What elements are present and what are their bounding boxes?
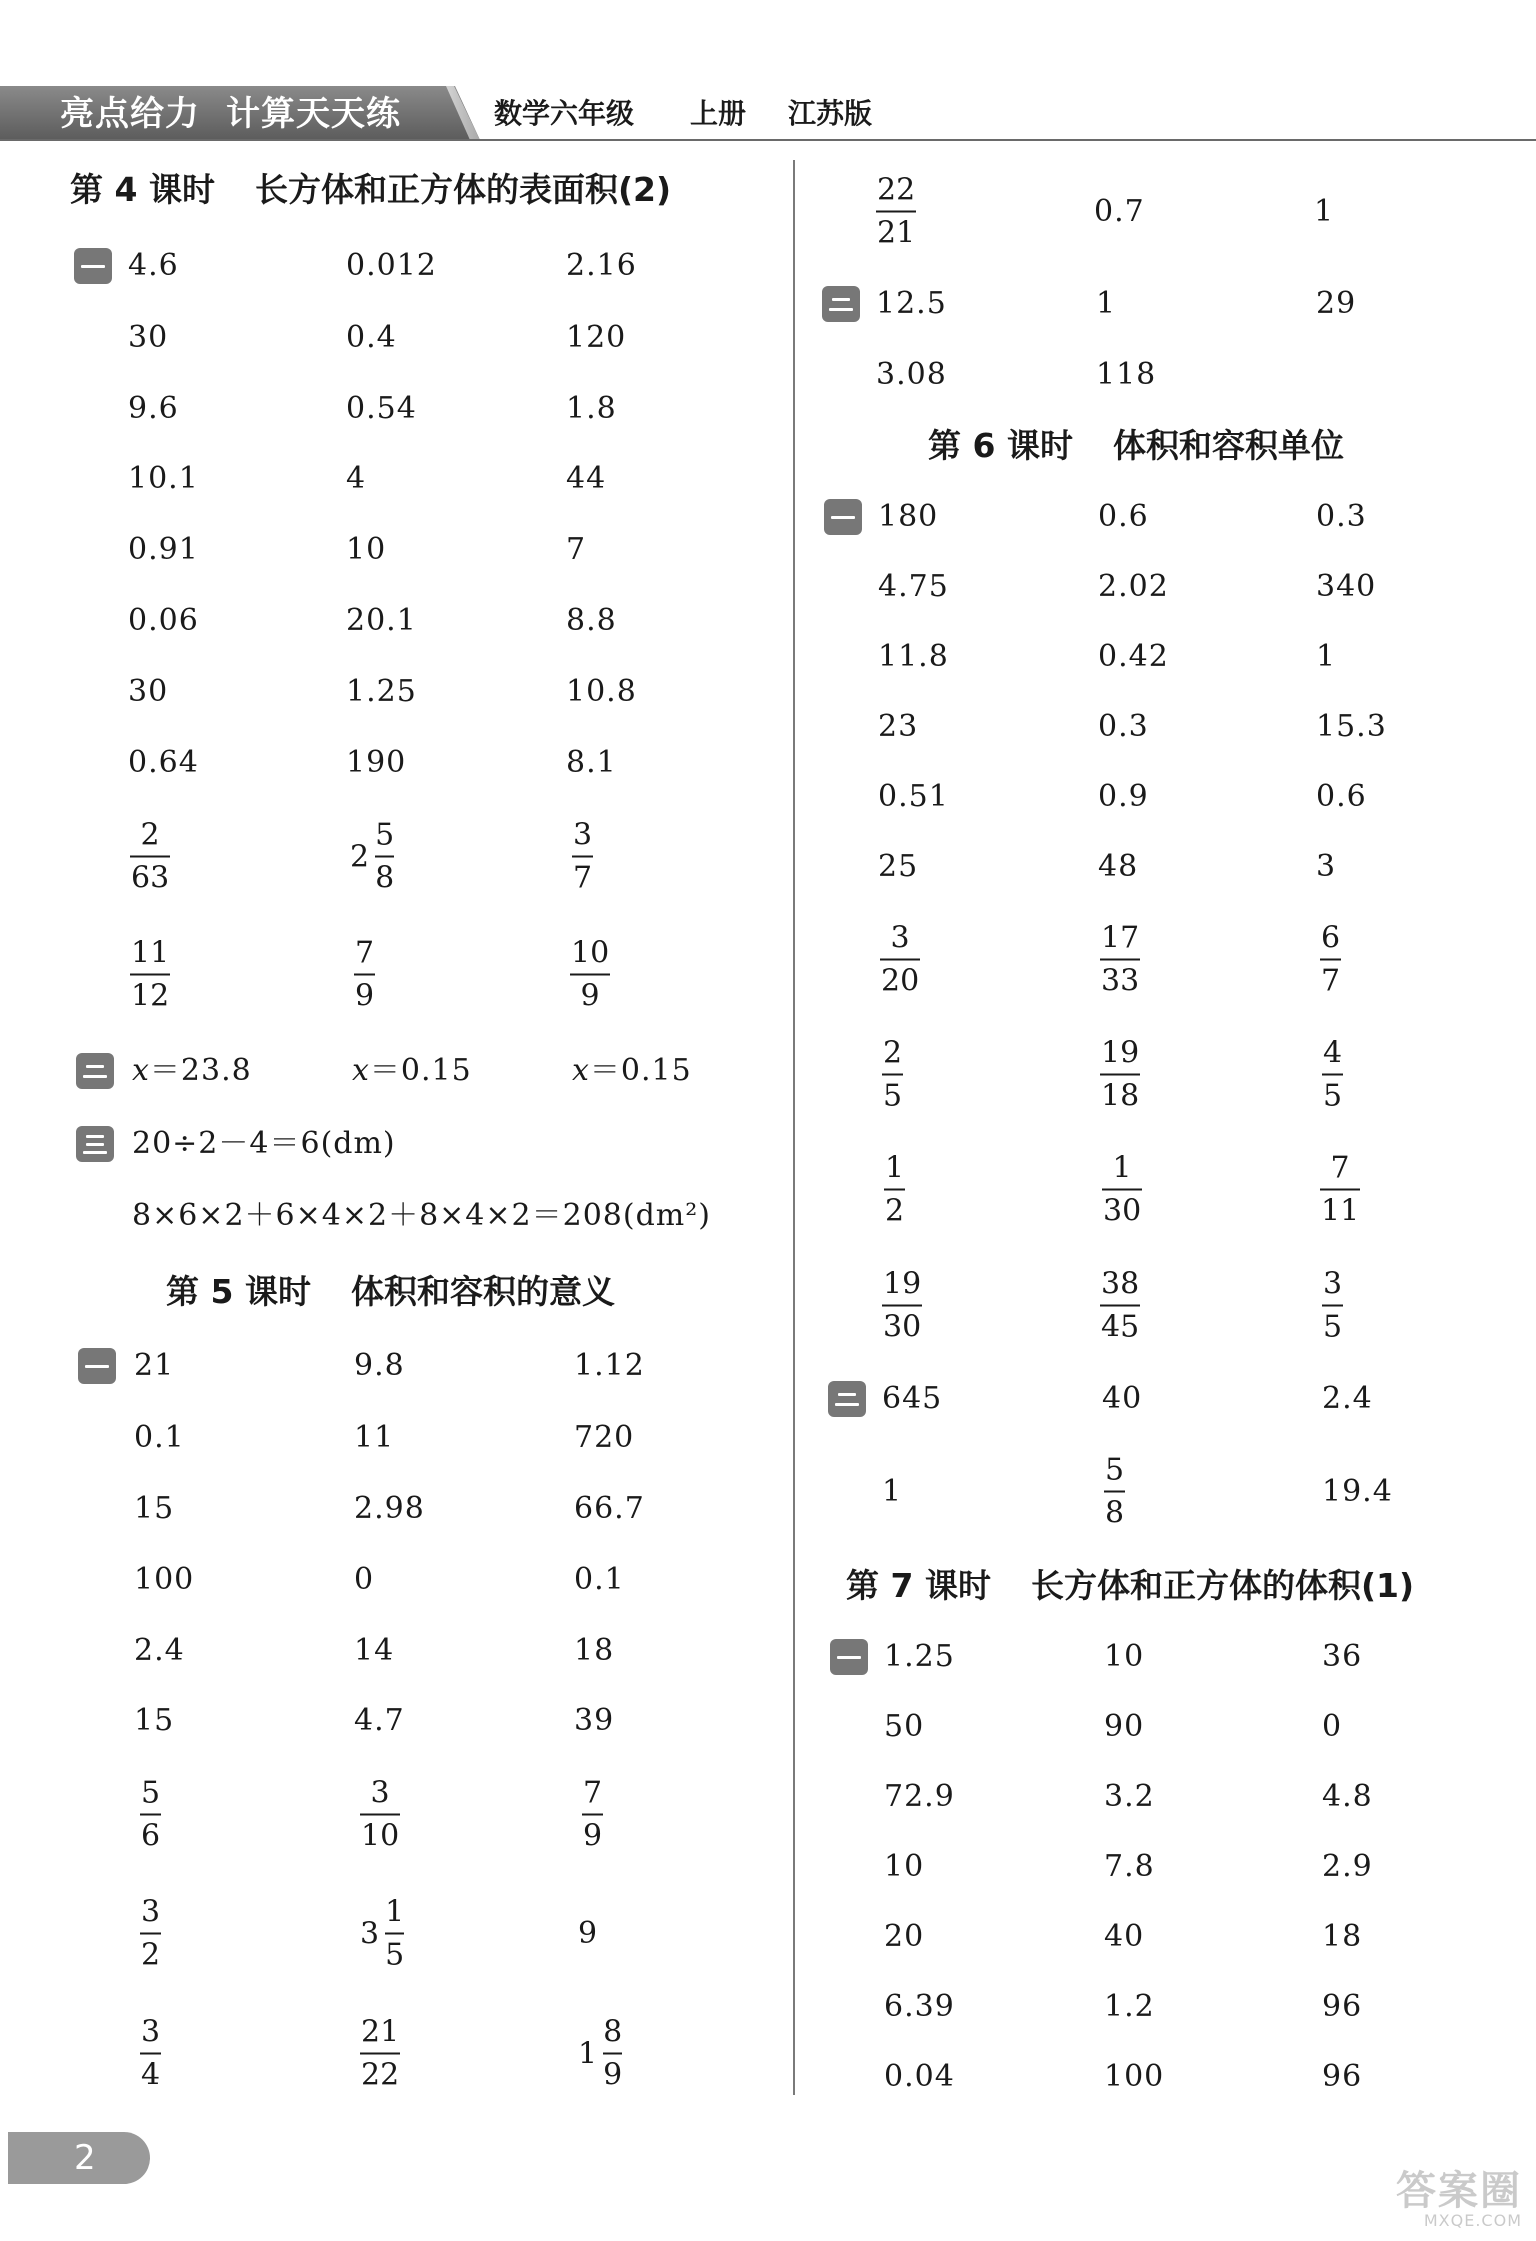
answer: 96 — [1322, 2059, 1363, 2094]
numerator: 5 — [141, 1775, 161, 1811]
answer: 180 — [878, 499, 939, 534]
mixed-number-answer — [350, 817, 395, 896]
answer: 3.08 — [876, 357, 947, 392]
part-three-badge-icon — [76, 1126, 114, 1162]
answer: 11.8 — [878, 639, 949, 674]
variable: x — [132, 1053, 150, 1088]
answer: 8.1 — [566, 745, 617, 780]
answer: 72.9 — [884, 1779, 955, 1814]
numerator: 7 — [583, 1775, 603, 1811]
equation-answer: x＝0.15 — [352, 1053, 472, 1088]
answer: 19.4 — [1322, 1474, 1393, 1509]
answer: 1.12 — [574, 1348, 645, 1383]
answer: 0.1 — [134, 1420, 185, 1455]
mixed-number-answer — [360, 1894, 405, 1973]
answer: 4 — [346, 461, 367, 496]
answer: 10.1 — [128, 461, 199, 496]
denominator: 9 — [603, 2057, 623, 2093]
fraction-answer — [360, 1775, 400, 1854]
answer: 9 — [578, 1916, 599, 1951]
answer: 0.51 — [878, 779, 949, 814]
whole-part: 2 — [350, 839, 370, 875]
lesson7-name: 长方体和正方体的体积(1) — [1030, 1566, 1415, 1605]
answer: 2.98 — [354, 1491, 425, 1526]
answer: 6.39 — [884, 1989, 955, 2024]
answer: 1.25 — [884, 1639, 955, 1674]
part-one-badge-icon — [830, 1639, 868, 1675]
header-volume: 上册 — [690, 97, 747, 130]
answer: 0.9 — [1098, 779, 1149, 814]
answer: 2.02 — [1098, 569, 1169, 604]
answer: 0.7 — [1094, 194, 1145, 229]
answer: 645 — [882, 1381, 943, 1416]
fraction-answer — [1322, 1035, 1343, 1114]
denominator: 5 — [1323, 1078, 1343, 1114]
fraction-answer — [884, 1150, 905, 1229]
book-brand — [60, 92, 401, 136]
answer: 15 — [134, 1491, 175, 1526]
answer: 0.012 — [346, 248, 437, 283]
fraction-answer — [1320, 1150, 1360, 1229]
part-one-badge-icon — [78, 1348, 116, 1384]
fraction-answer — [1104, 1452, 1125, 1531]
answer: 0.54 — [346, 391, 417, 426]
part-one-badge-icon — [824, 499, 862, 535]
answer: 12.5 — [876, 286, 947, 321]
denominator: 33 — [1101, 963, 1140, 999]
answer: 1 — [1314, 194, 1335, 229]
fraction-answer — [1100, 1266, 1140, 1345]
answer: 2.4 — [134, 1633, 185, 1668]
answer: 90 — [1104, 1709, 1145, 1744]
answer: 20.1 — [346, 603, 417, 638]
fraction-answer — [570, 935, 610, 1014]
answer: 18 — [574, 1633, 615, 1668]
header-subject: 数学六年级 — [494, 97, 635, 130]
numerator: 6 — [1321, 920, 1341, 956]
numerator: 17 — [1101, 920, 1140, 956]
answer: 720 — [574, 1420, 635, 1455]
answer: 44 — [566, 461, 607, 496]
solution-step: 8×6×2＋6×4×2＋8×4×2＝208(dm²) — [132, 1198, 711, 1233]
denominator: 7 — [573, 860, 593, 896]
fraction-answer — [1322, 1266, 1343, 1345]
lesson6-number: 第 6 课时 — [928, 426, 1073, 465]
answer: 21 — [134, 1348, 175, 1383]
answer: 0.3 — [1098, 709, 1149, 744]
brand-part1: 亮点给力 — [60, 94, 200, 134]
answer: 66.7 — [574, 1491, 645, 1526]
whole-part: 1 — [578, 2036, 598, 2072]
denominator: 20 — [881, 963, 920, 999]
answer: 0 — [1322, 1709, 1343, 1744]
numerator: 5 — [1105, 1452, 1125, 1488]
denominator: 2 — [885, 1193, 905, 1229]
fraction-answer — [354, 935, 375, 1014]
answer: 10 — [346, 532, 387, 567]
fraction-answer — [572, 817, 593, 896]
answer: 96 — [1322, 1989, 1363, 2024]
lesson6-title — [928, 426, 1344, 466]
fraction-answer — [1100, 920, 1140, 999]
fraction-answer — [582, 1775, 603, 1854]
variable: x — [352, 1053, 370, 1088]
answer: 0 — [354, 1562, 375, 1597]
numerator: 8 — [603, 2014, 623, 2050]
fraction-answer — [882, 1266, 922, 1345]
numerator: 5 — [375, 817, 395, 853]
denominator: 30 — [883, 1309, 922, 1345]
denominator: 5 — [385, 1937, 405, 1973]
watermark-logo — [1372, 2170, 1522, 2234]
answer: 1.2 — [1104, 1989, 1155, 2024]
answer: 40 — [1104, 1919, 1145, 1954]
denominator: 63 — [131, 860, 170, 896]
numerator: 3 — [573, 817, 593, 853]
answer: 0.64 — [128, 745, 199, 780]
variable: x — [572, 1053, 590, 1088]
part-two-badge-icon — [828, 1381, 866, 1417]
denominator: 11 — [1321, 1193, 1360, 1229]
answer: 15.3 — [1316, 709, 1387, 744]
answer: 48 — [1098, 849, 1139, 884]
denominator: 8 — [1105, 1495, 1125, 1531]
answer: 9.6 — [128, 391, 179, 426]
fraction-answer — [1320, 920, 1341, 999]
fraction-answer — [882, 1035, 903, 1114]
lesson5-number: 第 5 课时 — [166, 1272, 311, 1311]
answer: 0.91 — [128, 532, 199, 567]
answer: 11 — [354, 1420, 395, 1455]
denominator: 10 — [361, 1818, 400, 1854]
answer: 20 — [884, 1919, 925, 1954]
whole-part: 3 — [360, 1916, 380, 1952]
answer: 8.8 — [566, 603, 617, 638]
answer: 0.04 — [884, 2059, 955, 2094]
answer: 4.8 — [1322, 1779, 1373, 1814]
denominator: 7 — [1321, 963, 1341, 999]
denominator: 9 — [580, 978, 600, 1014]
numerator: 11 — [131, 935, 170, 971]
lesson4-number: 第 4 课时 — [70, 170, 215, 209]
brand-part2: 计算天天练 — [226, 94, 401, 134]
answer: 1 — [882, 1474, 903, 1509]
answer: 7.8 — [1104, 1849, 1155, 1884]
answer: 40 — [1102, 1381, 1143, 1416]
denominator: 4 — [141, 2057, 161, 2093]
fraction-answer — [140, 1775, 161, 1854]
answer: 10 — [884, 1849, 925, 1884]
numerator: 10 — [571, 935, 610, 971]
numerator: 19 — [883, 1266, 922, 1302]
fraction-answer — [1100, 1035, 1140, 1114]
numerator: 38 — [1101, 1266, 1140, 1302]
answer: 9.8 — [354, 1348, 405, 1383]
answer: 0.6 — [1316, 779, 1367, 814]
watermark-text: 答案圈 — [1396, 2168, 1522, 2214]
denominator: 30 — [1103, 1193, 1142, 1229]
numerator: 3 — [1323, 1266, 1343, 1302]
answer: 4.7 — [354, 1703, 405, 1738]
answer: 39 — [574, 1703, 615, 1738]
answer: 10.8 — [566, 674, 637, 709]
numerator: 22 — [877, 172, 916, 208]
answer: 2.16 — [566, 248, 637, 283]
answer: 36 — [1322, 1639, 1363, 1674]
answer: 1.25 — [346, 674, 417, 709]
answer: 4.6 — [128, 248, 179, 283]
answer: 30 — [128, 674, 169, 709]
lesson4-title — [70, 170, 671, 210]
answer: 1.8 — [566, 391, 617, 426]
answer: 0.6 — [1098, 499, 1149, 534]
fraction-answer — [130, 935, 170, 1014]
page-number: 2 — [74, 2138, 96, 2178]
answer: 0.1 — [574, 1562, 625, 1597]
answer: 120 — [566, 320, 627, 355]
lesson7-number: 第 7 课时 — [846, 1566, 991, 1605]
denominator: 9 — [583, 1818, 603, 1854]
fraction-answer — [880, 920, 920, 999]
answer: 1 — [1316, 639, 1337, 674]
answer: 2.4 — [1322, 1381, 1373, 1416]
answer: 118 — [1096, 357, 1157, 392]
header-rule — [0, 139, 1536, 141]
mixed-number-answer — [578, 2014, 623, 2093]
numerator: 19 — [1101, 1035, 1140, 1071]
answer: 3 — [1316, 849, 1337, 884]
answer: 190 — [346, 745, 407, 780]
lesson6-name: 体积和容积单位 — [1112, 426, 1344, 465]
equation-answer: x＝0.15 — [572, 1053, 692, 1088]
answer: 4.75 — [878, 569, 949, 604]
answer: 25 — [878, 849, 919, 884]
answer: 1 — [1096, 286, 1117, 321]
denominator: 9 — [355, 978, 375, 1014]
denominator: 45 — [1101, 1309, 1140, 1345]
denominator: 12 — [131, 978, 170, 1014]
answer: 0.4 — [346, 320, 397, 355]
part-two-badge-icon — [76, 1053, 114, 1089]
answer: 2.9 — [1322, 1849, 1373, 1884]
answer: 100 — [134, 1562, 195, 1597]
lesson4-name: 长方体和正方体的表面积(2) — [254, 170, 672, 209]
lesson5-name: 体积和容积的意义 — [350, 1272, 615, 1311]
watermark-url: MXQE.COM — [1423, 2211, 1522, 2230]
answer: 0.3 — [1316, 499, 1367, 534]
denominator: 22 — [361, 2057, 400, 2093]
answer: 3.2 — [1104, 1779, 1155, 1814]
denominator: 5 — [883, 1078, 903, 1114]
fraction-answer — [130, 817, 170, 896]
denominator: 8 — [375, 860, 395, 896]
numerator: 2 — [140, 817, 160, 853]
answer: 100 — [1104, 2059, 1165, 2094]
answer: 0.06 — [128, 603, 199, 638]
fraction-answer — [140, 1894, 161, 1973]
answer: 340 — [1316, 569, 1377, 604]
answer: 18 — [1322, 1919, 1363, 1954]
answer: 23 — [878, 709, 919, 744]
numerator: 3 — [141, 1894, 161, 1930]
numerator: 1 — [385, 1894, 405, 1930]
fraction-answer — [1102, 1150, 1142, 1229]
header-edition: 江苏版 — [788, 97, 873, 130]
denominator: 6 — [141, 1818, 161, 1854]
answer: 15 — [134, 1703, 175, 1738]
answer: 50 — [884, 1709, 925, 1744]
denominator: 2 — [141, 1937, 161, 1973]
answer: 30 — [128, 320, 169, 355]
denominator: 18 — [1101, 1078, 1140, 1114]
numerator: 2 — [883, 1035, 903, 1071]
denominator: 5 — [1323, 1309, 1343, 1345]
numerator: 3 — [370, 1775, 390, 1811]
answer: 14 — [354, 1633, 395, 1668]
numerator: 7 — [355, 935, 375, 971]
answer: 0.42 — [1098, 639, 1169, 674]
numerator: 21 — [361, 2014, 400, 2050]
answer: 29 — [1316, 286, 1357, 321]
answer: 7 — [566, 532, 587, 567]
numerator: 1 — [1112, 1150, 1132, 1186]
part-two-badge-icon — [822, 286, 860, 322]
fraction-answer — [140, 2014, 161, 2093]
fraction-answer — [360, 2014, 400, 2093]
answer: 10 — [1104, 1639, 1145, 1674]
numerator: 3 — [890, 920, 910, 956]
lesson7-title — [846, 1566, 1414, 1606]
lesson5-title — [166, 1272, 615, 1312]
solution-step: 20÷2－4＝6(dm) — [132, 1126, 396, 1161]
numerator: 3 — [141, 2014, 161, 2050]
equation-answer: x＝23.8 — [132, 1053, 252, 1088]
part-one-badge-icon — [74, 248, 112, 284]
numerator: 1 — [885, 1150, 905, 1186]
numerator: 7 — [1330, 1150, 1350, 1186]
fraction-answer — [876, 172, 916, 251]
column-divider — [793, 160, 795, 2095]
numerator: 4 — [1323, 1035, 1343, 1071]
denominator: 21 — [877, 215, 916, 251]
